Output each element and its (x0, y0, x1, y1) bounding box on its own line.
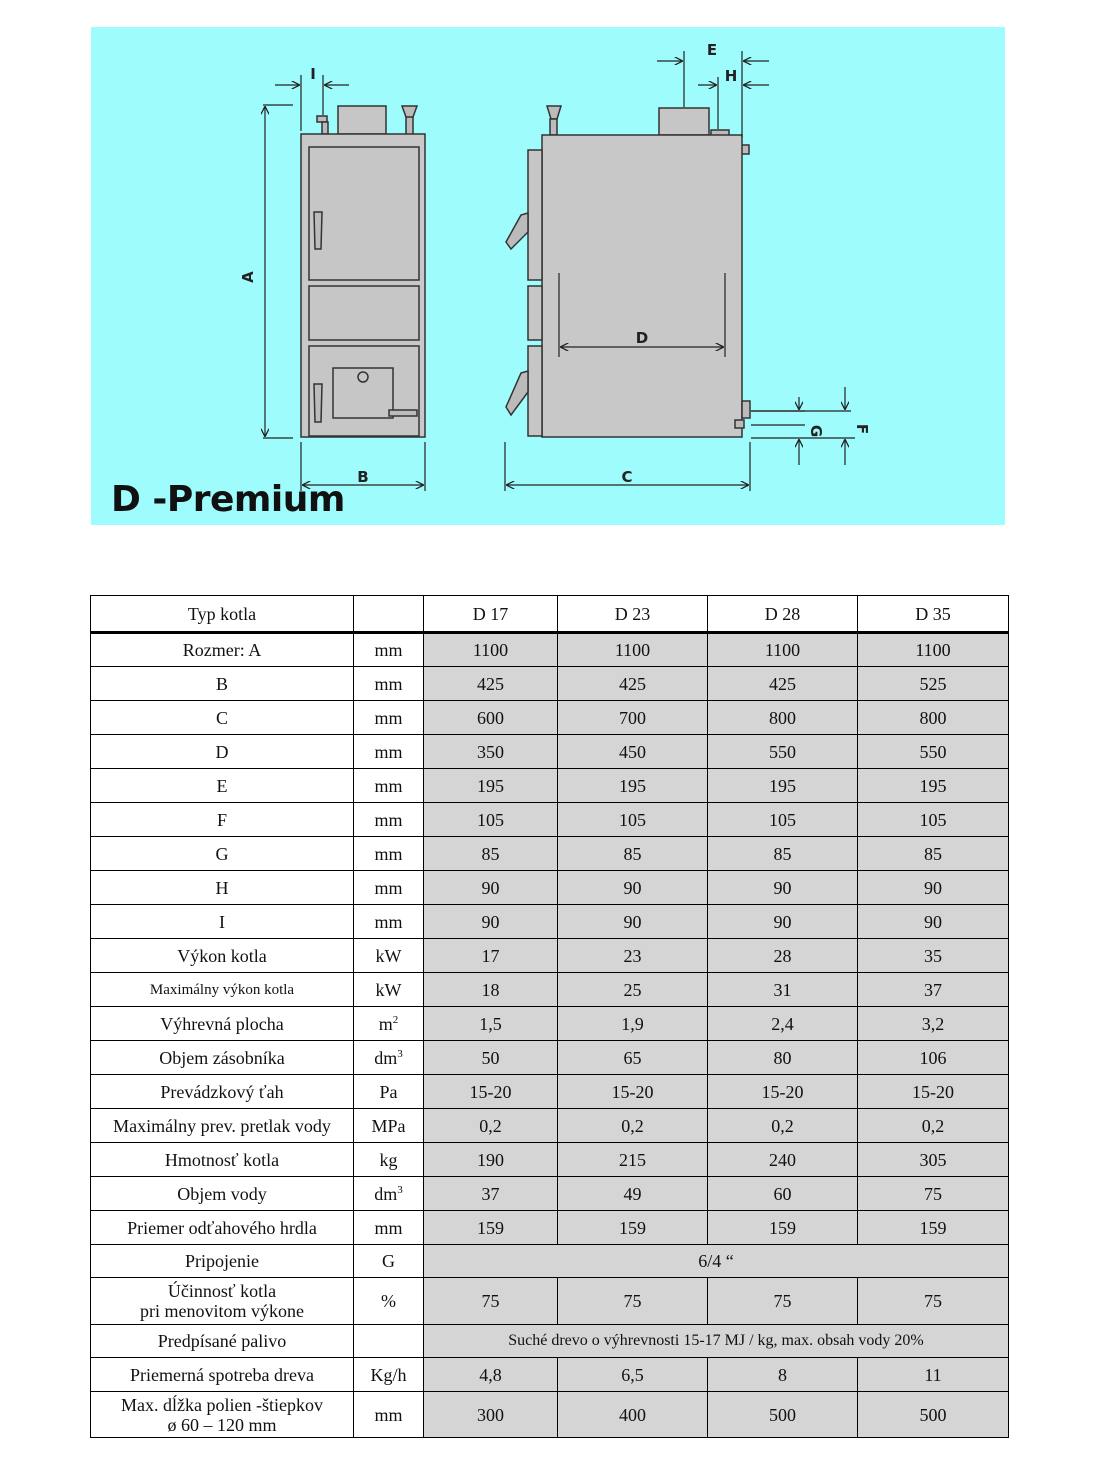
value-cell: 15-20 (424, 1075, 558, 1109)
value-cell: 90 (424, 871, 558, 905)
table-row (91, 1109, 1009, 1143)
row-label-cell: Priemerná spotreba dreva (91, 1358, 354, 1392)
boiler-diagram (91, 27, 1005, 525)
table-row (91, 667, 1009, 701)
dim-label-h: H (724, 67, 738, 85)
row-label-cell: Objem vody (91, 1177, 354, 1211)
value-cell: 23 (558, 939, 708, 973)
value-cell: 425 (708, 667, 858, 701)
table-row (91, 1392, 1009, 1438)
value-cell: 90 (708, 871, 858, 905)
value-cell: 159 (858, 1211, 1009, 1245)
value-cell: 75 (424, 1278, 558, 1325)
table-row (91, 1358, 1009, 1392)
header-model-cell: D 35 (858, 596, 1009, 633)
unit-text: mm (374, 1217, 403, 1238)
dim-label-e: E (706, 41, 718, 59)
value-cell: 300 (424, 1392, 558, 1438)
value-cell: 800 (858, 701, 1009, 735)
row-unit-cell (354, 905, 424, 939)
row-label-cell: G (91, 837, 354, 871)
table-header-row (91, 596, 1009, 633)
value-cell: 215 (558, 1143, 708, 1177)
table-row (91, 701, 1009, 735)
value-cell: 1100 (558, 633, 708, 667)
row-unit-cell (354, 633, 424, 667)
value-cell: 105 (558, 803, 708, 837)
value-cell: 60 (708, 1177, 858, 1211)
row-unit-cell: G (354, 1245, 424, 1278)
unit-text: m (378, 1013, 393, 1034)
value-cell: 1100 (424, 633, 558, 667)
dim-label-d: D (635, 329, 649, 347)
row-unit-cell (354, 837, 424, 871)
table-row (91, 1177, 1009, 1211)
table-row (91, 939, 1009, 973)
fuel-value-cell: Suché drevo o výhrevnosti 15-17 MJ / kg, max. obsah vody 20% (424, 1325, 1009, 1358)
value-cell: 500 (858, 1392, 1009, 1438)
value-cell: 525 (858, 667, 1009, 701)
value-cell: 15-20 (558, 1075, 708, 1109)
value-cell: 35 (858, 939, 1009, 973)
row-label-cell: F (91, 803, 354, 837)
unit-text: kW (375, 945, 402, 966)
row-label-cell: D (91, 735, 354, 769)
row-label-cell: Maximálny výkon kotla (91, 973, 354, 1007)
value-cell: 700 (558, 701, 708, 735)
table-row (91, 1007, 1009, 1041)
unit-text: mm (374, 741, 403, 762)
dim-label-c: C (621, 468, 633, 486)
value-cell: 0,2 (424, 1109, 558, 1143)
header-type-cell: Typ kotla (91, 596, 354, 633)
value-cell: 75 (708, 1278, 858, 1325)
value-cell: 0,2 (708, 1109, 858, 1143)
value-cell: 28 (708, 939, 858, 973)
table-row (91, 735, 1009, 769)
row-unit-cell (354, 735, 424, 769)
value-cell: 80 (708, 1041, 858, 1075)
value-cell: 11 (858, 1358, 1009, 1392)
value-cell: 31 (708, 973, 858, 1007)
unit-text: mm (374, 843, 403, 864)
unit-text: mm (374, 911, 403, 932)
unit-text: Pa (379, 1081, 398, 1102)
value-cell: 425 (558, 667, 708, 701)
row-unit-cell (354, 701, 424, 735)
side-view (506, 106, 750, 437)
value-cell: 90 (558, 871, 708, 905)
unit-text: MPa (371, 1115, 406, 1136)
unit-text: mm (374, 877, 403, 898)
value-cell: 50 (424, 1041, 558, 1075)
row-unit-cell (354, 1325, 424, 1358)
value-cell: 49 (558, 1177, 708, 1211)
value-cell: 195 (708, 769, 858, 803)
row-label-line: pri menovitom výkone (140, 1301, 304, 1321)
value-cell: 17 (424, 939, 558, 973)
row-unit-cell (354, 803, 424, 837)
front-view (301, 106, 425, 437)
value-cell: 1,5 (424, 1007, 558, 1041)
connection-value-cell: 6/4 “ (424, 1245, 1009, 1278)
unit-text: kW (375, 979, 402, 1000)
table-row (91, 769, 1009, 803)
row-unit-cell (354, 1075, 424, 1109)
table-row (91, 905, 1009, 939)
value-cell: 105 (858, 803, 1009, 837)
row-label-line: ø 60 – 120 mm (167, 1414, 277, 1435)
row-unit-cell (354, 1041, 424, 1075)
row-label-cell: Predpísané palivo (91, 1325, 354, 1358)
table-row (91, 837, 1009, 871)
value-cell: 550 (858, 735, 1009, 769)
unit-text: mm (374, 775, 403, 796)
value-cell: 1100 (858, 633, 1009, 667)
value-cell: 305 (858, 1143, 1009, 1177)
value-cell: 105 (424, 803, 558, 837)
row-label-cell (91, 1278, 354, 1325)
row-label-cell: E (91, 769, 354, 803)
unit-text: dm (374, 1047, 398, 1068)
unit-text: mm (374, 640, 403, 660)
value-cell: 400 (558, 1392, 708, 1438)
value-cell: 15-20 (708, 1075, 858, 1109)
value-cell: 195 (858, 769, 1009, 803)
table-row (91, 633, 1009, 667)
row-label-cell: Prevádzkový ťah (91, 1075, 354, 1109)
dim-label-f: F (853, 423, 871, 435)
value-cell: 90 (558, 905, 708, 939)
unit-text: kg (379, 1149, 398, 1170)
table-row (91, 1143, 1009, 1177)
value-cell: 37 (424, 1177, 558, 1211)
row-unit-cell (354, 1143, 424, 1177)
value-cell: 85 (558, 837, 708, 871)
value-cell: 75 (858, 1177, 1009, 1211)
table-row (91, 1278, 1009, 1325)
value-cell: 75 (858, 1278, 1009, 1325)
value-cell: 0,2 (558, 1109, 708, 1143)
unit-text: mm (374, 673, 403, 694)
row-unit-cell (354, 1211, 424, 1245)
table-row (91, 1041, 1009, 1075)
table-row (91, 1075, 1009, 1109)
value-cell: 15-20 (858, 1075, 1009, 1109)
row-unit-cell (354, 1007, 424, 1041)
row-label-cell (91, 1392, 354, 1438)
row-unit-cell (354, 667, 424, 701)
table-row (91, 1325, 1009, 1358)
row-label-cell: B (91, 667, 354, 701)
value-cell: 75 (558, 1278, 708, 1325)
value-cell: 25 (558, 973, 708, 1007)
value-cell: 500 (708, 1392, 858, 1438)
row-label-line: Max. dĺžka polien -štiepkov (121, 1394, 323, 1415)
dim-label-i: I (310, 65, 316, 83)
row-label-cell: Objem zásobníka (91, 1041, 354, 1075)
row-label-cell: I (91, 905, 354, 939)
boiler-drawing (91, 27, 1005, 525)
row-label-cell: Pripojenie (91, 1245, 354, 1278)
row-label-cell: Maximálny prev. pretlak vody (91, 1109, 354, 1143)
value-cell: 195 (424, 769, 558, 803)
row-unit-cell (354, 871, 424, 905)
value-cell: 350 (424, 735, 558, 769)
row-label-cell: Výkon kotla (91, 939, 354, 973)
value-cell: 90 (708, 905, 858, 939)
value-cell: 106 (858, 1041, 1009, 1075)
value-cell: 190 (424, 1143, 558, 1177)
header-model-cell: D 28 (708, 596, 858, 633)
product-title: D -Premium (111, 479, 345, 520)
value-cell: 800 (708, 701, 858, 735)
unit-text: mm (374, 707, 403, 728)
value-cell: 2,4 (708, 1007, 858, 1041)
row-unit-cell (354, 1109, 424, 1143)
row-unit-cell: % (354, 1278, 424, 1325)
row-label-cell: Hmotnosť kotla (91, 1143, 354, 1177)
spec-table (90, 595, 1009, 1438)
value-cell: 159 (558, 1211, 708, 1245)
row-label-cell: C (91, 701, 354, 735)
value-cell: 3,2 (858, 1007, 1009, 1041)
unit-exponent: 3 (397, 1183, 403, 1196)
table-row (91, 973, 1009, 1007)
row-label-line: Účinnosť kotla (167, 1281, 277, 1301)
table-row (91, 871, 1009, 905)
header-model-cell: D 17 (424, 596, 558, 633)
row-unit-cell (354, 973, 424, 1007)
value-cell: 6,5 (558, 1358, 708, 1392)
row-unit-cell: Kg/h (354, 1358, 424, 1392)
table-row (91, 1211, 1009, 1245)
dim-label-g: G (807, 424, 825, 438)
value-cell: 4,8 (424, 1358, 558, 1392)
row-unit-cell: mm (354, 1392, 424, 1438)
value-cell: 90 (424, 905, 558, 939)
value-cell: 240 (708, 1143, 858, 1177)
value-cell: 600 (424, 701, 558, 735)
row-label-cell: Rozmer: A (91, 633, 354, 667)
value-cell: 85 (708, 837, 858, 871)
header-model-cell: D 23 (558, 596, 708, 633)
value-cell: 8 (708, 1358, 858, 1392)
value-cell: 195 (558, 769, 708, 803)
value-cell: 85 (858, 837, 1009, 871)
value-cell: 425 (424, 667, 558, 701)
row-label-cell: Priemer odťahového hrdla (91, 1211, 354, 1245)
row-unit-cell (354, 769, 424, 803)
row-label-cell: Výhrevná plocha (91, 1007, 354, 1041)
unit-text: mm (374, 809, 403, 830)
table-row (91, 1245, 1009, 1278)
value-cell: 90 (858, 871, 1009, 905)
unit-exponent: 2 (392, 1013, 399, 1026)
row-unit-cell (354, 1177, 424, 1211)
value-cell: 550 (708, 735, 858, 769)
value-cell: 159 (424, 1211, 558, 1245)
value-cell: 85 (424, 837, 558, 871)
value-cell: 1,9 (558, 1007, 708, 1041)
dim-label-b: B (357, 468, 369, 486)
row-label-cell: H (91, 871, 354, 905)
table-row (91, 803, 1009, 837)
value-cell: 450 (558, 735, 708, 769)
value-cell: 90 (858, 905, 1009, 939)
value-cell: 37 (858, 973, 1009, 1007)
unit-exponent: 3 (397, 1047, 403, 1060)
value-cell: 105 (708, 803, 858, 837)
dim-label-a: A (239, 271, 257, 283)
value-cell: 0,2 (858, 1109, 1009, 1143)
unit-text: dm (374, 1183, 398, 1204)
value-cell: 65 (558, 1041, 708, 1075)
row-unit-cell (354, 939, 424, 973)
value-cell: 159 (708, 1211, 858, 1245)
header-unit-cell (354, 596, 424, 633)
value-cell: 18 (424, 973, 558, 1007)
value-cell: 1100 (708, 633, 858, 667)
